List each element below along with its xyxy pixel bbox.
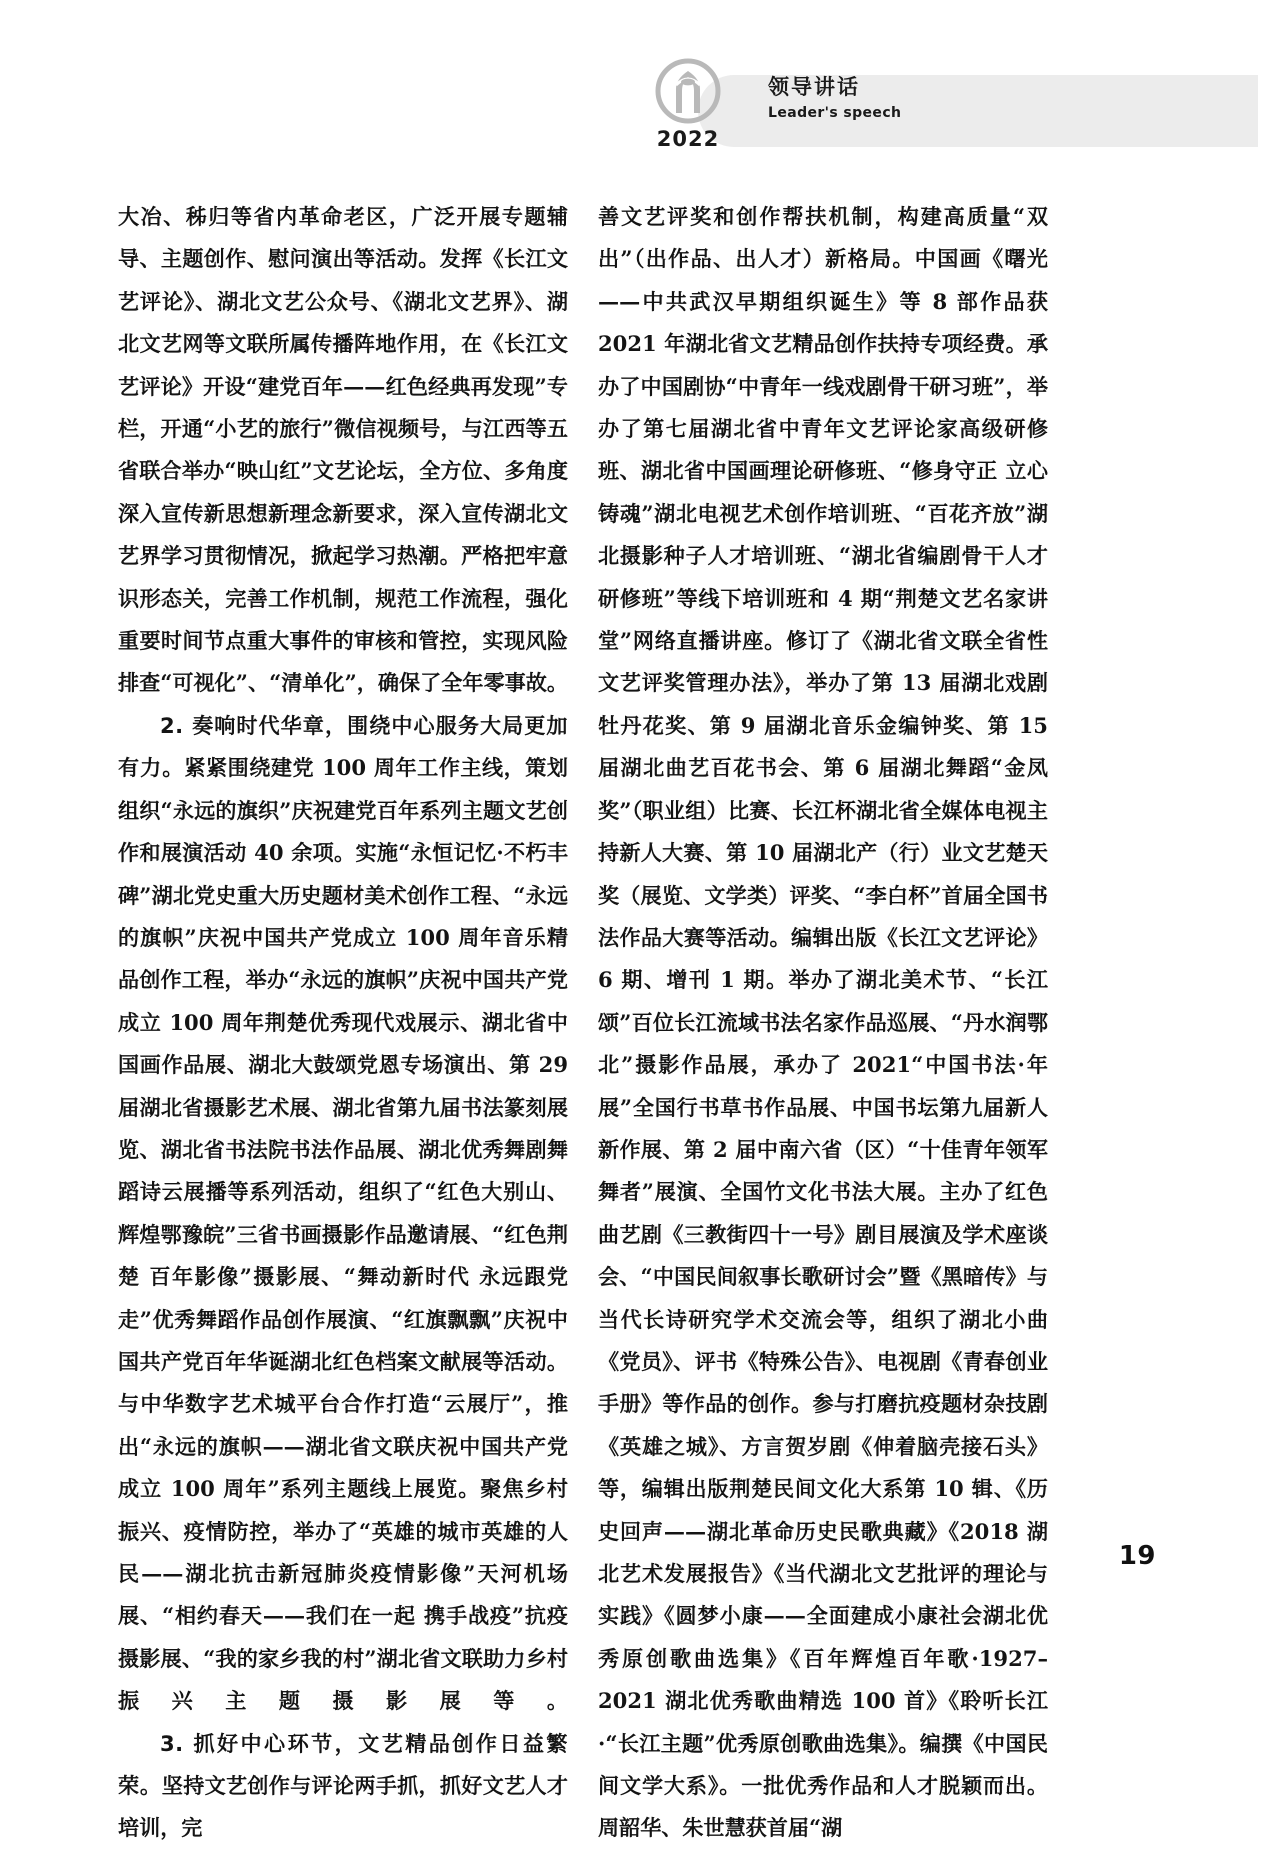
paragraph <box>118 705 568 1723</box>
paragraph <box>118 196 568 705</box>
paragraph <box>118 1723 568 1850</box>
paragraph <box>598 196 1048 1850</box>
header-title-cn: 领导讲话 <box>768 75 860 99</box>
page-number: 19 <box>1118 1541 1156 1571</box>
section-heading-3: 3. 抓好中心环节，文艺精品创作日益繁荣。 <box>118 1730 568 1799</box>
organization-logo <box>640 57 744 161</box>
text-column-right <box>598 196 1048 1850</box>
page-header <box>0 55 1276 165</box>
header-inner <box>640 55 1276 165</box>
header-title-en: Leader's speech <box>768 104 902 121</box>
logo-year-label: 2022 <box>656 127 720 151</box>
paragraph-text: 紧紧围绕建党 100 周年工作主线，策划组织“永远的旗织”庆祝建党百年系列主题文艺创作和展演活动 40 余项。实施“永恒记忆·不朽丰碑”湖北党史重大历史题材美术创作工程、“永远的旗帜”庆祝中国共产党成立 100 周年音乐精品创作工程，举办“永远的旗帜”庆祝中国共产党成立 100 周年荆楚优秀现代戏展示、湖北省中国画作品展、湖北大鼓颂党恩专场演出、第 29 届湖北省摄影艺术展、湖北省第九届书法篆刻展览、湖北省书法院书法作品展、湖北优秀舞剧舞蹈诗云展播等系列活动，组织了“红色大别山、辉煌鄂豫皖”三省书画摄影作品邀请展、“红色荆楚 百年影像”摄影展、“舞动新时代 永远跟党走”优秀舞蹈作品创作展演、“红旗飘飘”庆祝中国共产党百年华诞湖北红色档案文献展等活动。与中华数字艺术城平台合作打造“云展厅”，推出“永远的旗帜——湖北省文联庆祝中国共产党成立 100 周年”系列主题线上展览。聚焦乡村振兴、疫情防控，举办了“英雄的城市英雄的人民——湖北抗击新冠肺炎疫情影像”天河机场展、“相约春天——我们在一起 携手战疫”抗疫摄影展、“我的家乡我的村”湖北省文联助力乡村振兴主题摄影展等。 <box>118 755 568 1714</box>
text-column-left <box>118 196 568 1850</box>
header-banner-text <box>768 76 1238 121</box>
paragraph-text: 大冶、秭归等省内革命老区，广泛开展专题辅导、主题创作、慰问演出等活动。发挥《长江文艺评论》、湖北文艺公众号、《湖北文艺界》、湖北文艺网等文联所属传播阵地作用，在《长江文艺评论》开设“建党百年——红色经典再发现”专栏，开通“小艺的旅行”微信视频号，与江西等五省联合举办“映山红”文艺论坛，全方位、多角度深入宣传新思想新理念新要求，深入宣传湖北文艺界学习贯彻情况，掀起学习热潮。严格把牢意识形态关，完善工作机制，规范工作流程，强化重要时间节点重大事件的审核和管控，实现风险排查“可视化”、“清单化”，确保了全年零事故。 <box>118 204 568 696</box>
section-heading-2: 2. 奏响时代华章，围绕中心服务大局更加有力。 <box>118 712 568 781</box>
circular-emblem-icon <box>652 57 724 129</box>
paragraph-text: 坚持文艺创作与评论两手抓，抓好文艺人才培训，完 <box>118 1773 568 1841</box>
paragraph-text: 善文艺评奖和创作帮扶机制，构建高质量“双出”（出作品、出人才）新格局。中国画《曙光——中共武汉早期组织诞生》等 8 部作品获 2021 年湖北省文艺精品创作扶持专项经费。承办了中国剧协“中青年一线戏剧骨干研习班”，举办了第七届湖北省中青年文艺评论家高级研修班、湖北省中国画理论研修班、“修身守正 立心铸魂”湖北电视艺术创作培训班、“百花齐放”湖北摄影种子人才培训班、“湖北省编剧骨干人才研修班”等线下培训班和 4 期“荆楚文艺名家讲堂”网络直播讲座。修订了《湖北省文联全省性文艺评奖管理办法》，举办了第 13 届湖北戏剧牡丹花奖、第 9 届湖北音乐金编钟奖、第 15 届湖北曲艺百花书会、第 6 届湖北舞蹈“金凤奖”（职业组）比赛、长江杯湖北省全媒体电视主持新人大赛、第 10 届湖北产（行）业文艺楚天奖（展览、文学类）评奖、“李白杯”首届全国书法作品大赛等活动。编辑出版《长江文艺评论》6 期、增刊 1 期。举办了湖北美术节、“长江颂”百位长江流域书法名家作品巡展、“丹水润鄂北”摄影作品展，承办了 2021“中国书法·年展”全国行书草书作品展、中国书坛第九届新人新作展、第 2 届中南六省（区）“十佳青年领军舞者”展演、全国竹文化书法大展。主办了红色曲艺剧《三教街四十一号》剧目展演及学术座谈会、“中国民间叙事长歌研讨会”暨《黑暗传》与当代长诗研究学术交流会等，组织了湖北小曲《党员》、评书《特殊公告》、电视剧《青春创业手册》等作品的创作。参与打磨抗疫题材杂技剧《英雄之城》、方言贺岁剧《伸着脑壳接石头》等，编辑出版荆楚民间文化大系第 10 辑、《历史回声——湖北革命历史民歌典藏》《2018 湖北艺术发展报告》《当代湖北文艺批评的理论与实践》《圆梦小康——全面建成小康社会湖北优秀原创歌曲选集》《百年辉煌百年歌·1927–2021 湖北优秀歌曲精选 100 首》《聆听长江·“长江主题”优秀原创歌曲选集》。编撰《中国民间文学大系》。一批优秀作品和人才脱颖而出。周韶华、朱世慧获首届“湖 <box>598 204 1048 1841</box>
page-content <box>0 196 1276 1841</box>
